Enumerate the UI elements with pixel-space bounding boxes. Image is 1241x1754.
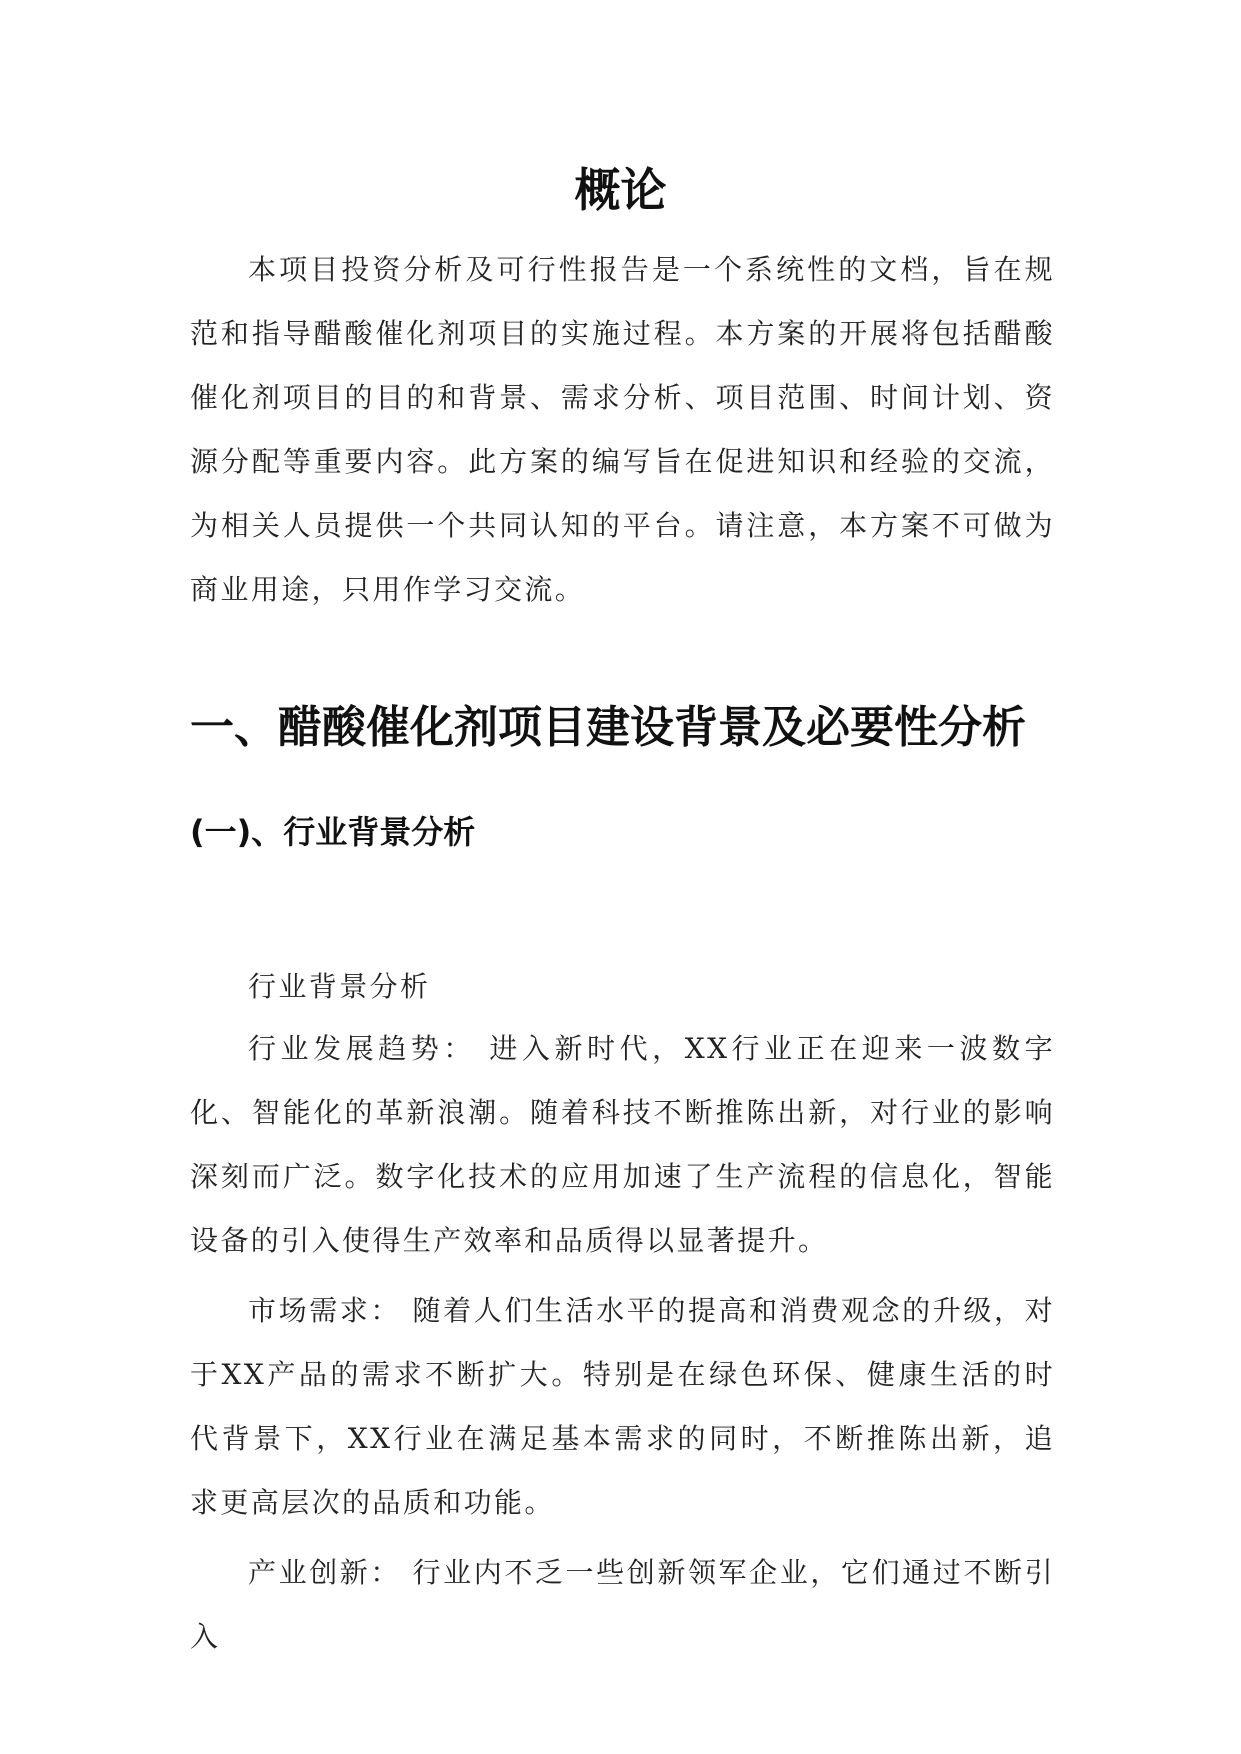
section-heading: 一、醋酸催化剂项目建设背景及必要性分析 [190, 702, 1026, 753]
subsection-heading: (一)、行业背景分析 [190, 813, 476, 851]
body-paragraph-innovation: 产业创新： 行业内不乏一些创新领军企业，它们通过不断引入 [190, 1556, 1055, 1653]
document-title: 概论 [574, 163, 667, 217]
body-paragraph-subtitle: 行业背景分析 [248, 970, 431, 1003]
body-paragraph-market: 市场需求： 随着人们生活水平的提高和消费观念的升级，对于XX产品的需求不断扩大。特别是在绿色环保、健康生活的时代背景下，XX行业在满足基本需求的同时，不断推陈出新，追求更高层次的品质和功能。 [190, 1294, 1055, 1519]
intro-paragraph: 本项目投资分析及可行性报告是一个系统性的文档，旨在规范和指导醋酸催化剂项目的实施过程。本方案的开展将包括醋酸催化剂项目的目的和背景、需求分析、项目范围、时间计划、资源分配等重要内容。此方案的编写旨在促进知识和经验的交流，为相关人员提供一个共同认知的平台。请注意，本方案不可做为商业用途，只用作学习交流。 [190, 253, 1055, 606]
body-paragraph-trend: 行业发展趋势： 进入新时代，XX行业正在迎来一波数字化、智能化的革新浪潮。随着科技不断推陈出新，对行业的影响深刻而广泛。数字化技术的应用加速了生产流程的信息化，智能设备的引入使得生产效率和品质得以显著提升。 [190, 1032, 1055, 1257]
